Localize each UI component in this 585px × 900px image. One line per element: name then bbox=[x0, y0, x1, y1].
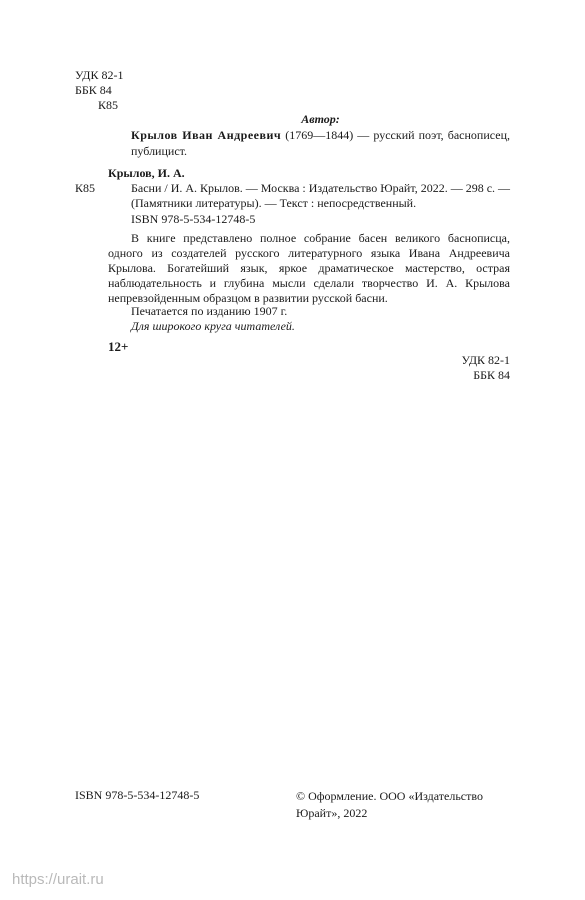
bbk-code-top: ББК 84 bbox=[75, 83, 112, 97]
udk-code-right: УДК 82-1 bbox=[461, 353, 510, 367]
author-info bbox=[131, 127, 510, 159]
isbn-footer: ISBN 978-5-534-12748-5 bbox=[75, 788, 200, 802]
copyright-notice: © Оформление. ООО «Издательство Юрайт», 2022 bbox=[296, 789, 483, 820]
bibliographic-description: Басни / И. А. Крылов. — Москва : Издательство Юрайт, 2022. — 298 с. — (Памятники литературы). — Текст : непосредственный. bbox=[131, 181, 511, 210]
author-description: (1769—1844) — русский поэт, баснописец, публицист. bbox=[131, 128, 510, 158]
author-name: Крылов Иван Андреевич bbox=[131, 128, 282, 142]
author-mark-top: К85 bbox=[98, 98, 119, 112]
author-mark-entry: К85 bbox=[75, 181, 96, 195]
annotation-text: В книге представлено полное собрание басен великого баснописца, одного из создателей русского литературного языка Ивана Андреевича Крылова. Богатейший язык, яркое драматическое мастерство, острая наблюдательность и глубина мысли сделали творчество И. А. Крылова непревзойденным образцом в развитии русской басни. bbox=[108, 231, 510, 305]
audience-note: Для широкого круга читателей. bbox=[131, 319, 295, 333]
author-heading: Автор: bbox=[301, 112, 340, 126]
reprint-note: Печатается по изданию 1907 г. bbox=[131, 304, 288, 318]
bbk-code-right: ББК 84 bbox=[473, 368, 510, 382]
isbn-entry: ISBN 978-5-534-12748-5 bbox=[131, 212, 256, 226]
entry-heading: Крылов, И. А. bbox=[108, 166, 185, 180]
age-rating: 12+ bbox=[108, 339, 129, 354]
udk-code-top: УДК 82-1 bbox=[75, 68, 124, 82]
watermark-url: https://urait.ru bbox=[12, 871, 104, 888]
